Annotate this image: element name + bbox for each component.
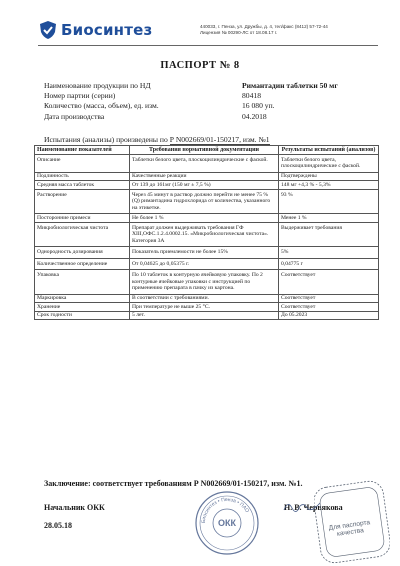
table-row (35, 311, 379, 320)
requirement-cell: 5 лет. (130, 311, 279, 320)
meta-row-batch (44, 91, 384, 101)
requirement-cell: В соответствии с требованиями. (130, 294, 279, 303)
brand-name: Биосинтез (61, 21, 153, 39)
result-cell: 0,04775 г (279, 258, 379, 270)
table-row (35, 172, 379, 181)
meta-label: Дата производства (44, 111, 105, 121)
requirement-cell: От 0,04625 до 0,05375 г. (130, 258, 279, 270)
meta-label: Наименование продукции по НД (44, 81, 151, 90)
indicator-cell: Посторонние примеси (35, 214, 130, 223)
table-row (35, 247, 379, 259)
requirement-cell: Препарат должен выдерживать требования ГФ XIII,ОФС.1.2.4.0002.15. «Микробиологическая чистота». Категория 3А (130, 222, 279, 247)
company-license: Лицензия № 00290-ЛС от 18.08.17 г. (200, 30, 278, 35)
requirement-cell: По 10 таблеток в контурную ячейковую упаковку. По 2 контурные ячейковые упаковки с инструкцией по применению препарата в пачку из картона. (130, 270, 279, 295)
meta-value: Римантадин таблетки 50 мг (242, 81, 338, 90)
column-header: Наименование показателей (35, 146, 130, 155)
table-row (35, 181, 379, 190)
table-row (35, 154, 379, 172)
indicator-cell: Растворение (35, 189, 130, 214)
result-cell: 5% (279, 247, 379, 259)
meta-row-product (44, 81, 384, 91)
requirement-cell: Показатель приемлемости не более 15% (130, 247, 279, 259)
table-row (35, 222, 379, 247)
stamp-center-text: ОКК (218, 518, 236, 528)
document-title: ПАСПОРТ № 8 (160, 60, 240, 71)
table-row (35, 258, 379, 270)
meta-value: 80418 (242, 91, 261, 101)
okk-round-stamp (194, 490, 260, 556)
stamp-ring-text: Биосинтез • Пенза • ПАО (200, 496, 250, 524)
column-header: Результаты испытаний (анализов) (279, 146, 379, 155)
requirement-cell: Качественные реакции (130, 172, 279, 181)
brand-shield-icon (38, 20, 58, 40)
indicator-cell: Маркировка (35, 294, 130, 303)
result-cell: Выдерживает требования (279, 222, 379, 247)
meta-row-quantity (44, 101, 384, 111)
indicator-cell: Описание (35, 154, 130, 172)
result-cell: Соответствует (279, 303, 379, 312)
result-cell: Подтверждены (279, 172, 379, 181)
signatory-name: Н. В. Червякова (284, 503, 343, 512)
requirement-cell: При температуре не выше 25 °С. (130, 303, 279, 312)
product-meta (44, 81, 384, 122)
meta-value: 16 080 уп. (242, 101, 275, 111)
result-cell: До 05.2023 (279, 311, 379, 320)
result-cell: Соответствует (279, 294, 379, 303)
table-row (35, 214, 379, 223)
tests-table (34, 145, 379, 320)
requirement-cell: Таблетки белого цвета, плоскоцилиндрические с фаской. (130, 154, 279, 172)
requirement-cell: От 139 до 161мг (150 мг ± 7,5 %) (130, 181, 279, 190)
brand-logo (38, 19, 156, 41)
issue-date: 28.05.18 (44, 521, 72, 530)
tests-document: Р N002669/01-150217, изм. №1 (169, 135, 270, 144)
indicator-cell: Упаковка (35, 270, 130, 295)
column-header: Требования нормативной документации (130, 146, 279, 155)
table-row (35, 294, 379, 303)
indicator-cell: Количественное определение (35, 258, 130, 270)
meta-row-date (44, 112, 384, 122)
indicator-cell: Микробиологическая чистота (35, 222, 130, 247)
indicator-cell: Хранение (35, 303, 130, 312)
quality-stamp-text: Для паспорта качества (328, 519, 371, 539)
table-row (35, 189, 379, 214)
table-row (35, 270, 379, 295)
table-header-row (35, 146, 379, 155)
requirement-cell: Через 45 минут в раствор должно перейти не менее 75 % (Q) римантадина гидрохлорида от количества, указанного на этикетке. (130, 189, 279, 214)
meta-label: Номер партии (серии) (44, 91, 116, 101)
result-cell: 93 % (279, 189, 379, 214)
table-row (35, 303, 379, 312)
company-address: 440033, г. Пенза, ул. Дружбы, д. 4, тел/факс (8412) 57-72-44 (200, 24, 328, 29)
header-divider (38, 45, 378, 46)
indicator-cell: Срок годности (35, 311, 130, 320)
indicator-cell: Однородность дозирования (35, 247, 130, 259)
result-cell: Таблетки белого цвета, плоскоцилиндрические с фаской. (279, 154, 379, 172)
requirement-cell: Не более 1 % (130, 214, 279, 223)
result-cell: Менее 1 % (279, 214, 379, 223)
indicator-cell: Подлинность (35, 172, 130, 181)
tests-prefix: Испытания (анализы) произведены по (44, 135, 170, 144)
meta-value: 04.2018 (242, 111, 267, 121)
result-cell: 148 мг +4,3 % - 5,3% (279, 181, 379, 190)
indicator-cell: Средняя масса таблеток (35, 181, 130, 190)
result-cell: Соответствует (279, 270, 379, 295)
signatory-role: Начальник ОКК (44, 503, 105, 512)
tests-reference (44, 135, 270, 144)
conclusion: Заключение: соответствует требованиям Р N002669/01-150217, изм. №1. (44, 479, 303, 488)
meta-label: Количество (масса, объем), ед. изм. (44, 101, 159, 111)
company-info (200, 24, 380, 36)
